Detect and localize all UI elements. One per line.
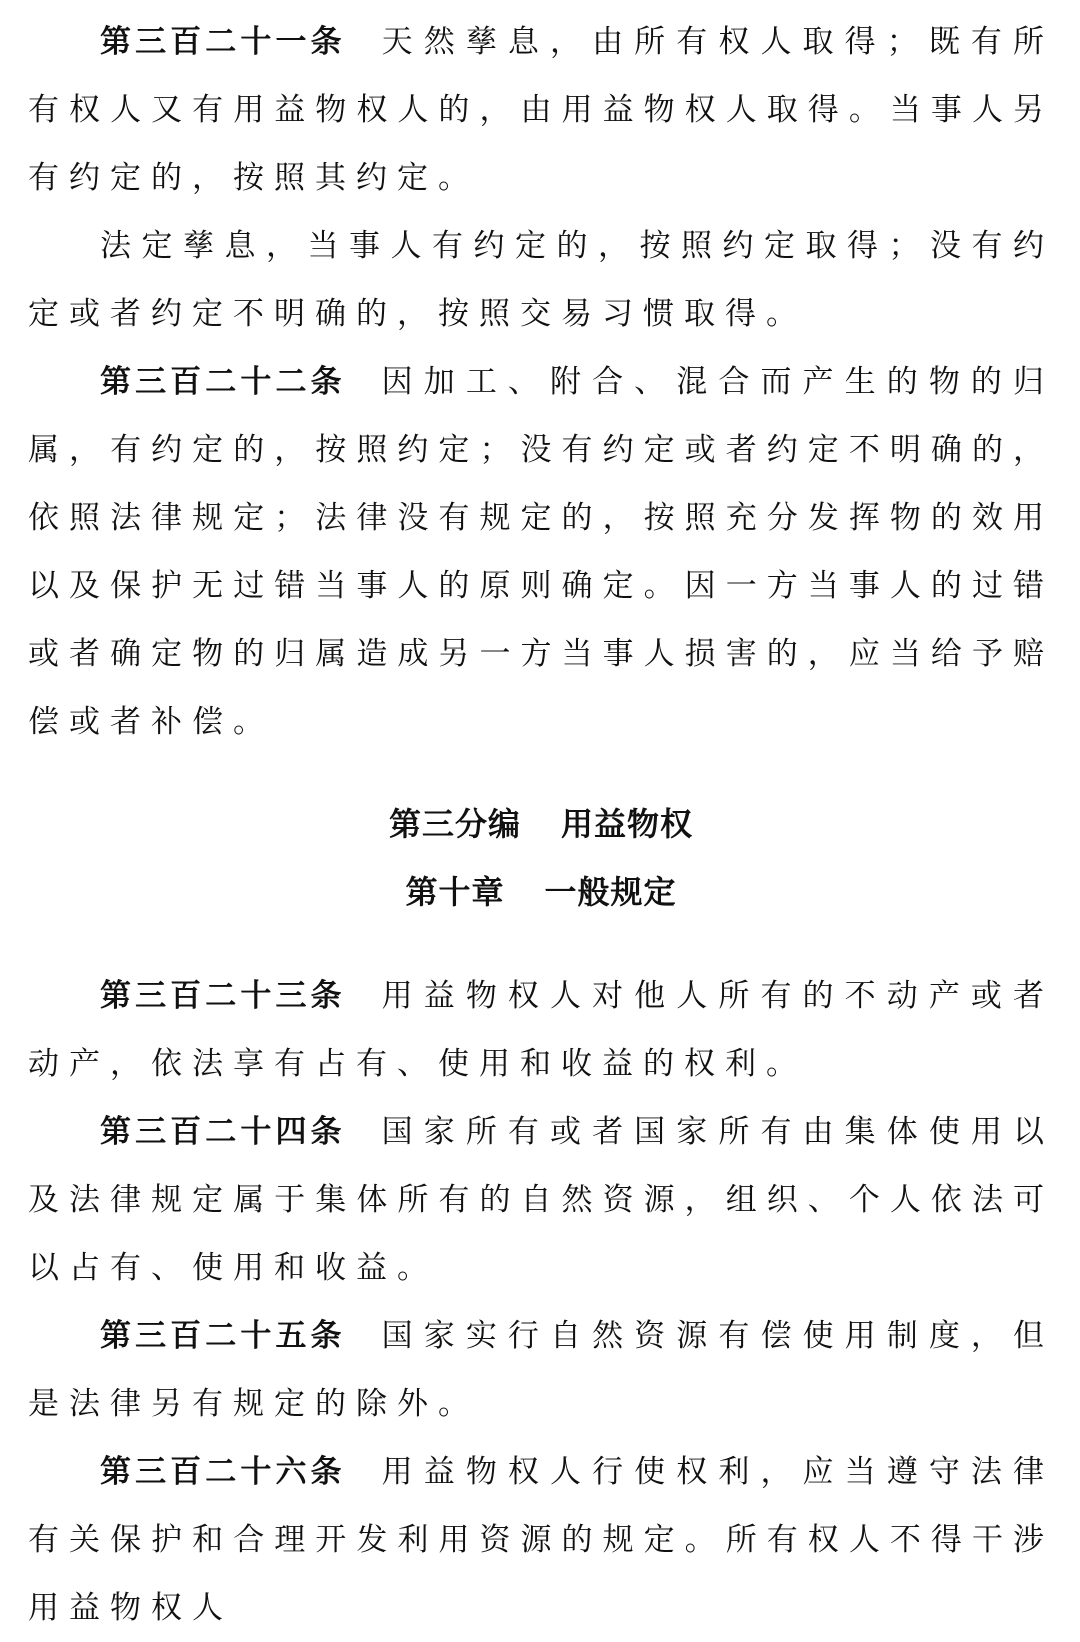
- part-title: 用益物权: [561, 805, 694, 843]
- article-number: 第三百二十三条: [100, 978, 346, 1014]
- article-text: 法定孳息，当事人有约定的，按照约定取得；没有约定或者约定不明确的，按照交易习惯取得。: [28, 228, 1054, 332]
- document-page: [28, 8, 1054, 1642]
- article-text: 国家实行自然资源有偿使用制度，但是法律另有规定的除外。: [28, 1318, 1055, 1422]
- article-number: 第三百二十六条: [100, 1454, 346, 1490]
- chapter-heading: [28, 858, 1054, 926]
- article-paragraph: [28, 348, 1054, 756]
- article-text: 天然孳息，由所有权人取得；既有所有权人又有用益物权人的，由用益物权人取得。当事人另有约定的，按照其约定。: [28, 24, 1055, 196]
- article-paragraph: [28, 1302, 1054, 1438]
- article-number: 第三百二十二条: [100, 364, 346, 400]
- article-number: 第三百二十四条: [100, 1114, 346, 1150]
- article-paragraph: [28, 1438, 1054, 1642]
- part-number: 第三分编: [388, 805, 521, 843]
- part-heading: [28, 790, 1054, 858]
- article-number: 第三百二十五条: [100, 1318, 346, 1354]
- article-text: 用益物权人对他人所有的不动产或者动产，依法享有占有、使用和收益的权利。: [28, 978, 1055, 1082]
- article-number: 第三百二十一条: [100, 24, 346, 60]
- article-text: 因加工、附合、混合而产生的物的归属，有约定的，按照约定；没有约定或者约定不明确的，依照法律规定；法律没有规定的，按照充分发挥物的效用以及保护无过错当事人的原则确定。因一方当事人的过错或者确定物的归属造成另一方当事人损害的，应当给予赔偿或者补偿。: [28, 364, 1055, 740]
- article-paragraph: [28, 8, 1054, 212]
- article-text: 用益物权人行使权利，应当遵守法律有关保护和合理开发利用资源的规定。所有权人不得干涉用益物权人: [28, 1454, 1055, 1626]
- chapter-title: 一般规定: [544, 873, 677, 911]
- chapter-number: 第十章: [405, 873, 505, 911]
- article-paragraph: [28, 962, 1054, 1098]
- article-text: 国家所有或者国家所有由集体使用以及法律规定属于集体所有的自然资源，组织、个人依法可以占有、使用和收益。: [28, 1114, 1055, 1286]
- article-paragraph: [28, 1098, 1054, 1302]
- article-paragraph: [28, 212, 1054, 348]
